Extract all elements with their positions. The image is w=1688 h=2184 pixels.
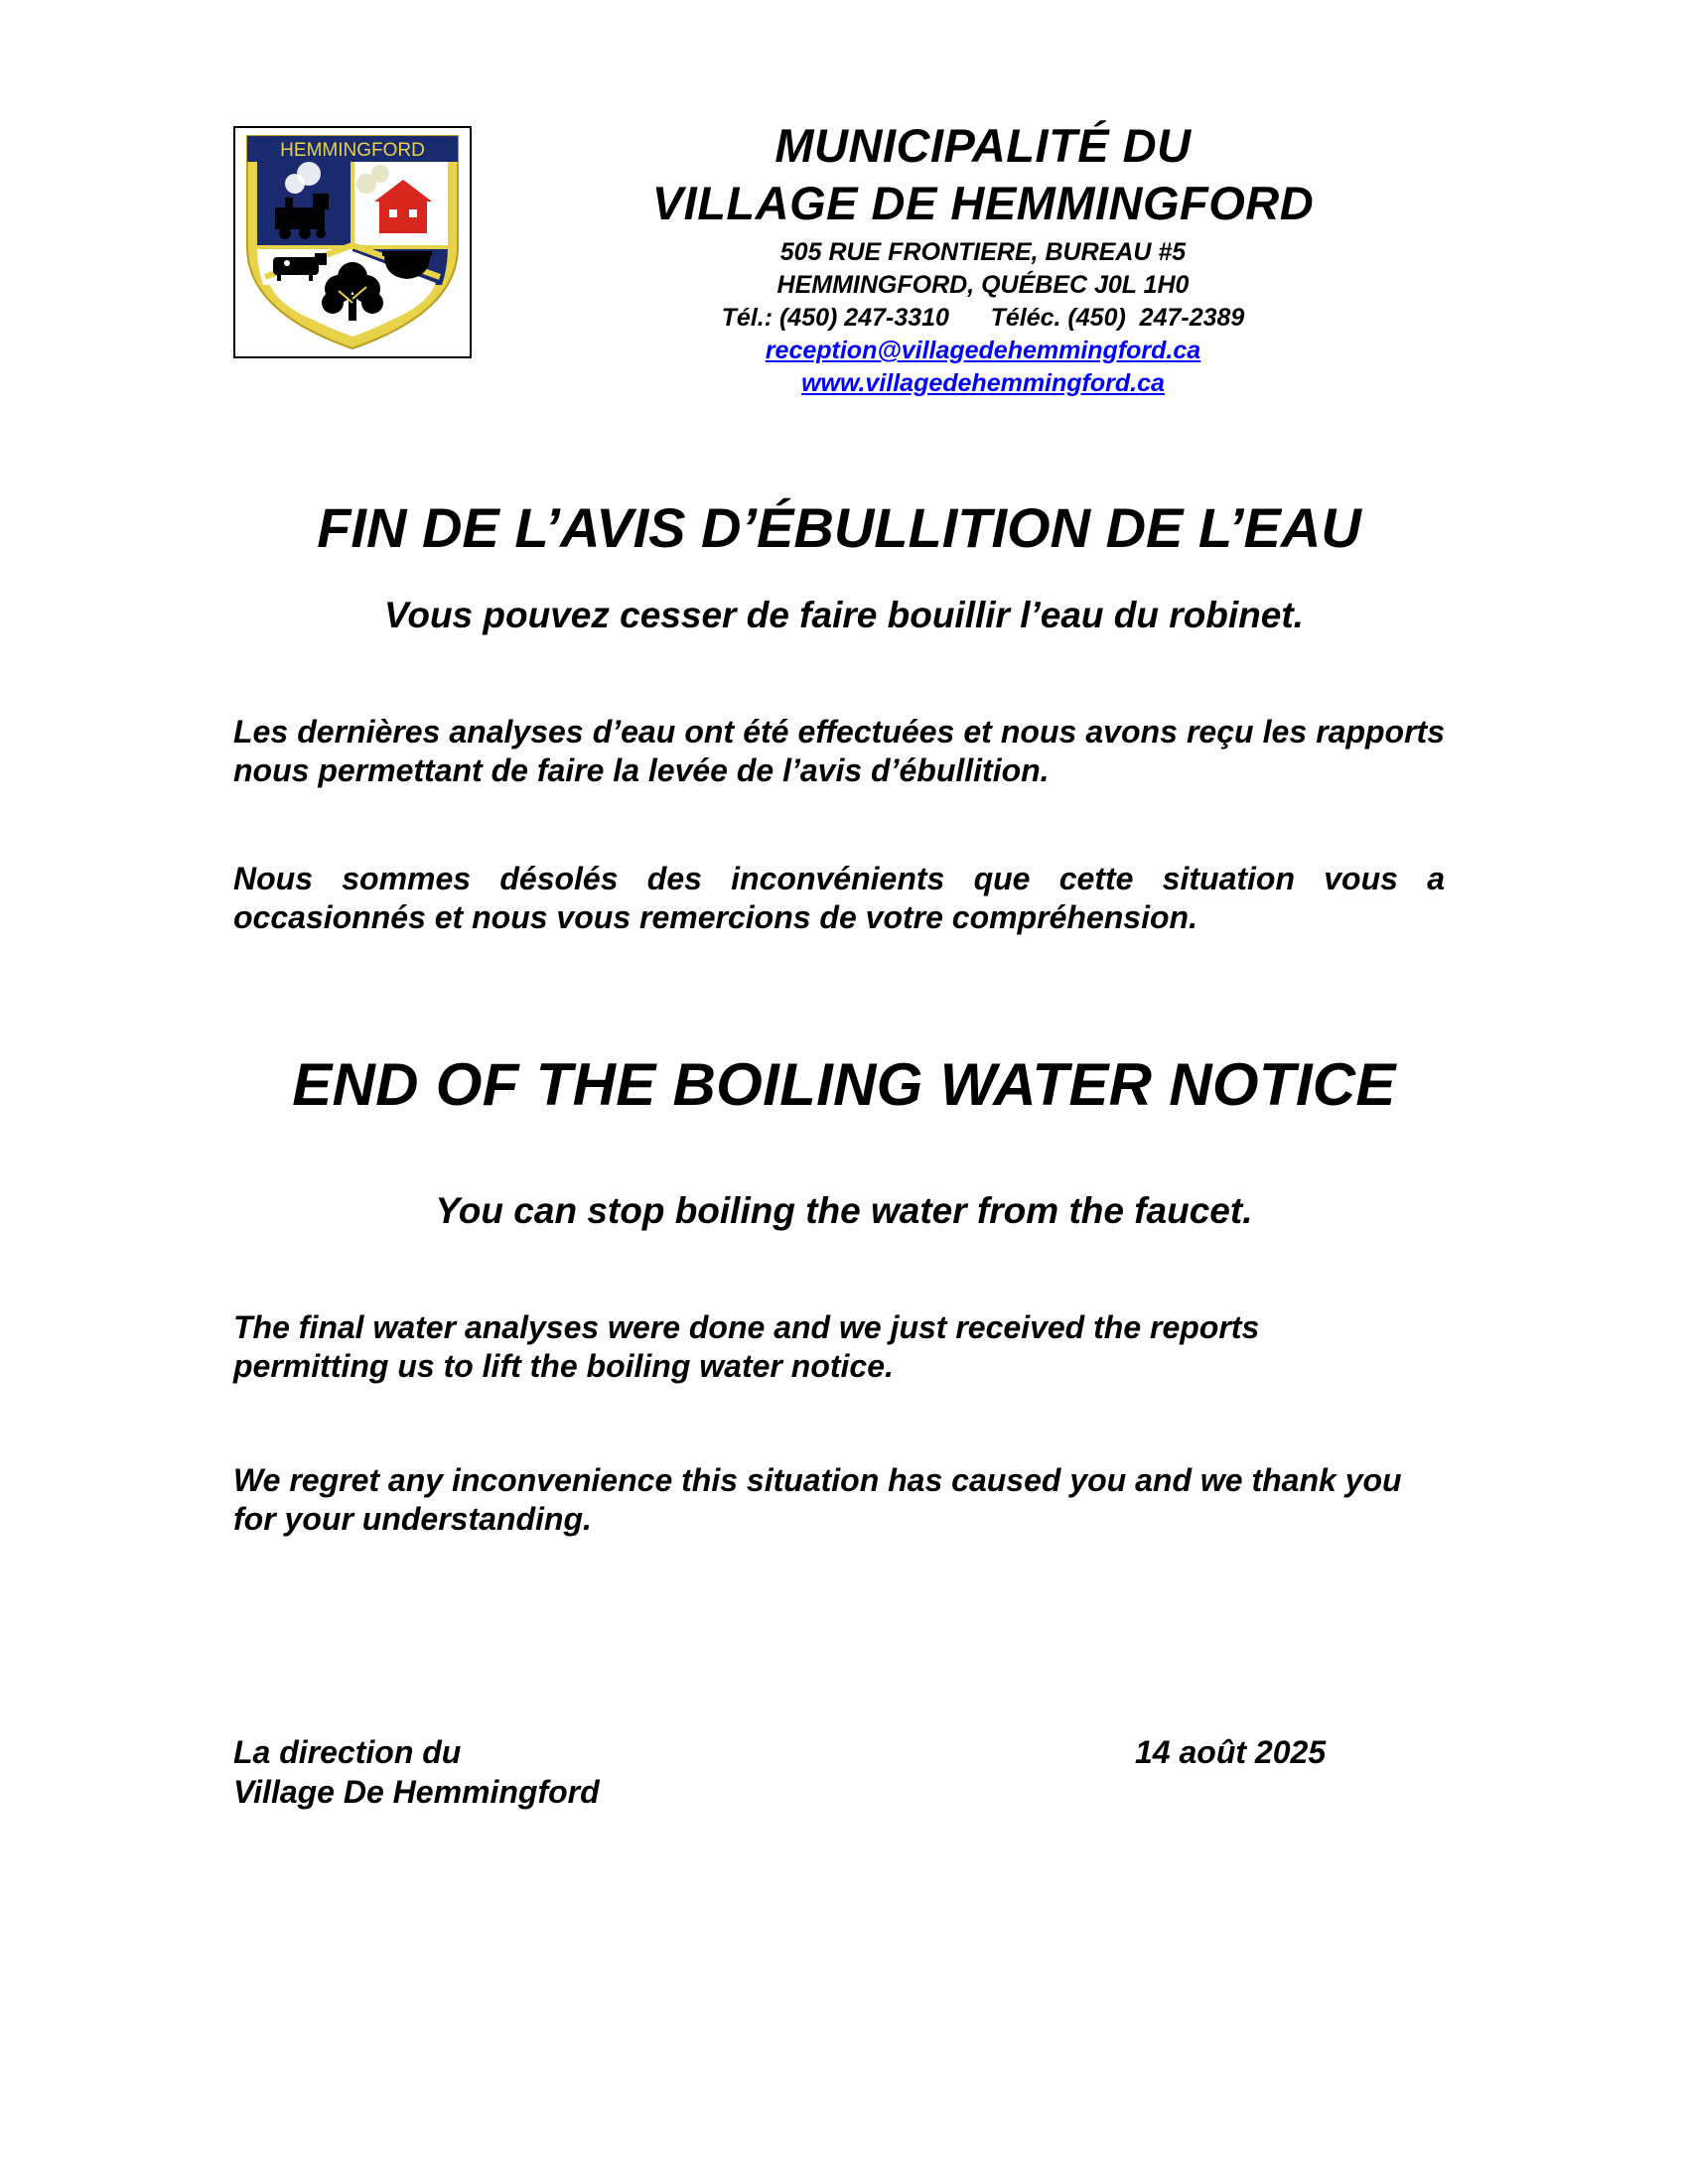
website-link[interactable]: www.villagedehemmingford.ca xyxy=(801,369,1165,397)
address-line2: HEMMINGFORD, QUÉBEC J0L 1H0 xyxy=(776,271,1190,299)
signature-line2: Village De Hemmingford xyxy=(233,1774,600,1810)
english-subtitle: You can stop boiling the water from the faucet. xyxy=(435,1190,1253,1231)
email-link[interactable]: reception@villagedehemmingford.ca xyxy=(765,337,1201,364)
coat-of-arms-icon xyxy=(235,128,470,356)
municipal-logo xyxy=(233,126,472,358)
english-paragraph-2-line2: for your understanding. xyxy=(233,1501,592,1537)
english-paragraph-1-line2: permitting us to lift the boiling water notice. xyxy=(233,1348,894,1384)
signature-line1: La direction du xyxy=(233,1734,462,1770)
english-paragraph-2-line1: We regret any inconvenience this situation has caused you and we thank you xyxy=(233,1462,1402,1498)
address-line1: 505 RUE FRONTIERE, BUREAU #5 xyxy=(779,238,1187,266)
english-paragraph-2 xyxy=(233,1461,1445,1539)
letterhead xyxy=(556,117,1410,400)
signature-block xyxy=(233,1732,600,1812)
french-title: FIN DE L’AVIS D’ÉBULLITION DE L’EAU xyxy=(317,496,1361,559)
french-paragraph-2: Nous sommes désolés des inconvénients que cette situation vous a occasionnés et nous vous remercions de votre compréhension. xyxy=(233,861,1445,935)
phone-fax-line: Tél.: (450) 247-3310 Téléc. (450) 247-2389 xyxy=(721,304,1245,332)
english-paragraph-1 xyxy=(233,1308,1445,1386)
org-name-line2: VILLAGE DE HEMMINGFORD xyxy=(651,177,1315,229)
english-paragraph-1-line1: The final water analyses were done and we just received the reports xyxy=(233,1309,1260,1345)
logo-banner-text: HEMMINGFORD xyxy=(280,140,425,161)
french-paragraph-1: Les dernières analyses d’eau ont été effectuées et nous avons reçu les rapports nous permettant de faire la levée de l’avis d’ébullition. xyxy=(233,714,1445,788)
org-name-line1: MUNICIPALITÉ DU xyxy=(774,119,1192,172)
french-subtitle: Vous pouvez cesser de faire bouillir l’eau du robinet. xyxy=(384,595,1304,635)
english-title: END OF THE BOILING WATER NOTICE xyxy=(292,1051,1396,1118)
notice-date: 14 août 2025 xyxy=(1135,1734,1327,1770)
